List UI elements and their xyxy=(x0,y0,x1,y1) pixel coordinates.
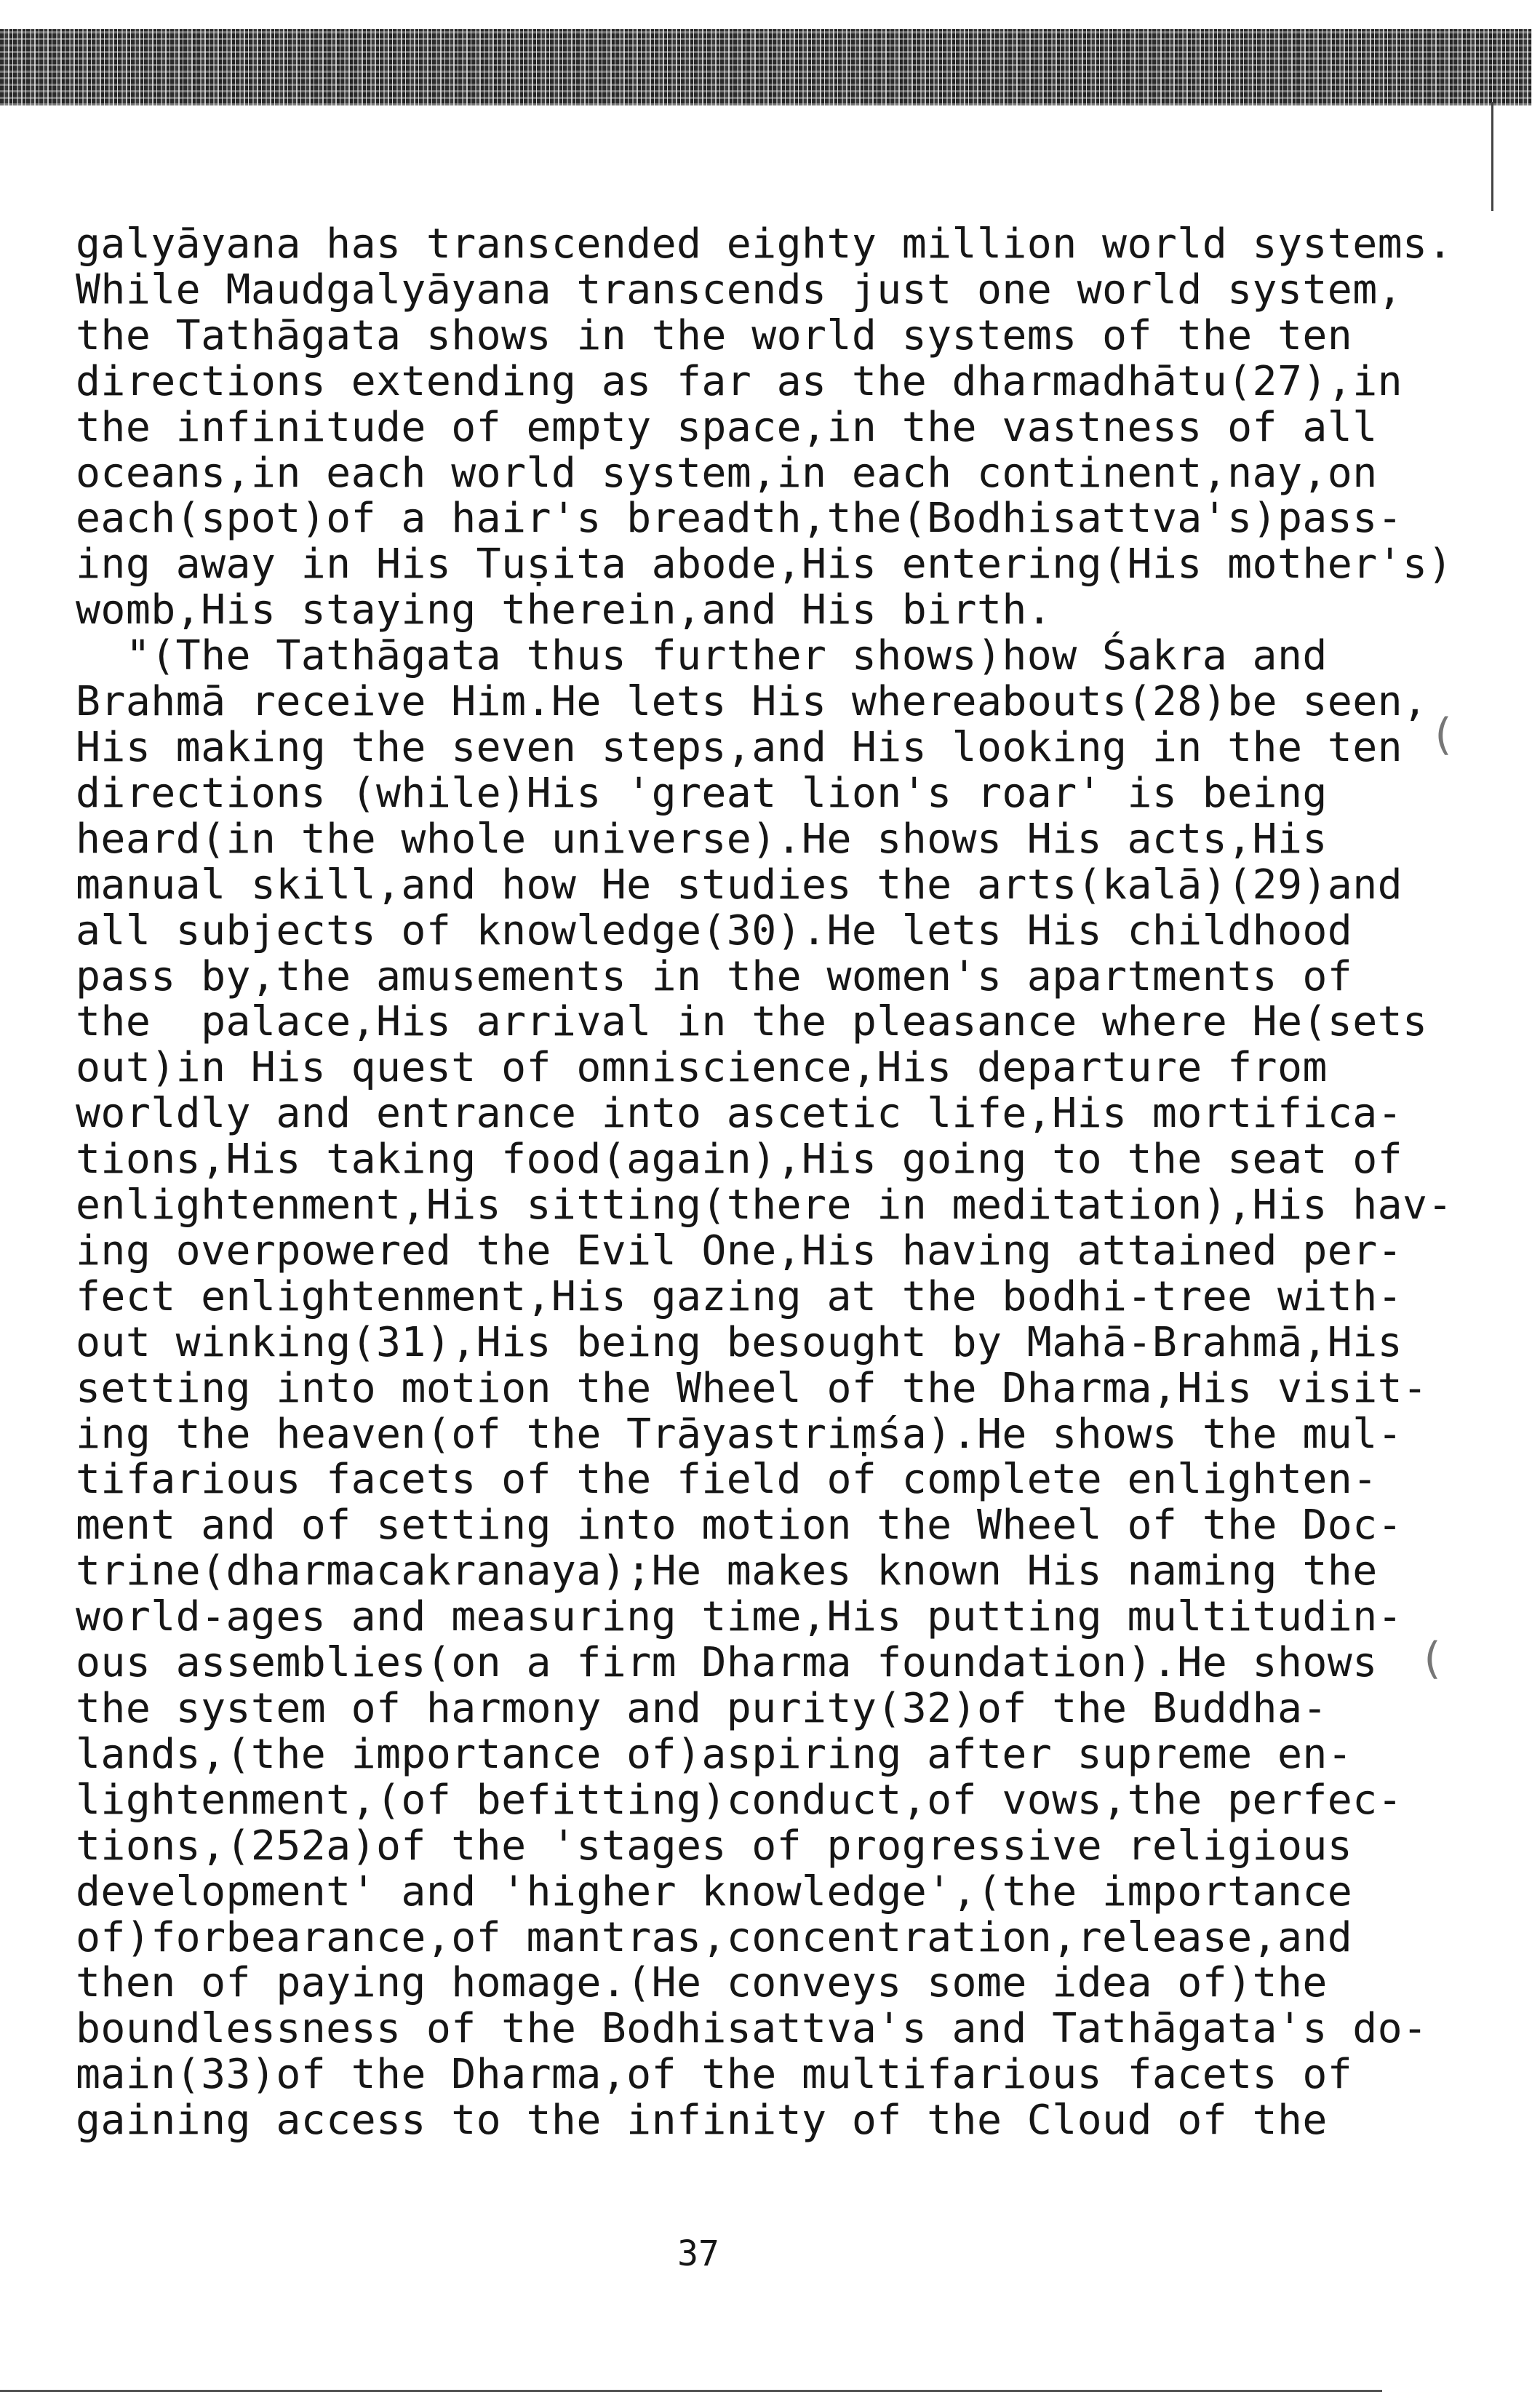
page-number: 37 xyxy=(677,2233,719,2274)
margin-smudge: ( xyxy=(1429,709,1456,760)
bottom-rule xyxy=(0,2390,1382,2392)
page-body-text: galyāyana has transcended eighty million world systems. While Maudgalyāyana transcends just one world system, the Tathāgata shows in the world systems of the ten directions extending as far as the dharmadhātu(27),in the infinitude of empty space,in the vastness of all oceans,in each world system,in each continent,nay,on each(spot)of a hair's breadth,the(Bodhisattva's)pass- ing away in His Tuṣita abode,His entering(His mother's) womb,His staying therein,and His birth. "(The Tathāgata thus further shows)how Śakra and Brahmā receive Him.He lets His whereabouts(28)be seen, His making the seven steps,and His looking in the ten directions (while)His 'great lion's roar' is being heard(in the whole universe).He shows His acts,His manual skill,and how He studies the arts(kalā)(29)and all subjects of knowledge(30).He lets His childhood pass by,the amusements in the women's apartments of the palace,His arrival in the pleasance where He(sets out)in His quest of omniscience,His departure from worldly and entrance into ascetic life,His mortifica- tions,His taking food(again),His going to the seat of enlightenment,His sitting(there in meditation),His hav- ing overpowered the Evil One,His having attained per- fect enlightenment,His gazing at the bodhi-tree with- out winking(31),His being besought by Mahā-Brahmā,His setting into motion the Wheel of the Dharma,His visit- ing the heaven(of the Trāyastriṃśa).He shows the mul- tifarious facets of the field of complete enlighten- ment and of setting into motion the Wheel of the Doc- trine(dharmacakranaya);He makes known His naming the world-ages and measuring time,His putting multitudin- ous assemblies(on a firm Dharma foundation).He shows the system of harmony and purity(32)of the Buddha- lands,(the importance of)aspiring after supreme en- lightenment,(of befitting)conduct,of vows,the perfec- tions,(252a)of the 'stages of progressive religious development' and 'higher knowledge',(the importance of)forbearance,of mantras,concentration,release,and then of paying homage.(He conveys some idea of)the boundlessness of the Bodhisattva's and Tathāgata's do- main(33)of the Dharma,of the multifarious facets of gaining access to the infinity of the Cloud of the xyxy=(76,220,1453,2145)
scan-edge-line xyxy=(1491,102,1493,211)
scan-noise-band xyxy=(0,29,1532,105)
margin-smudge: ( xyxy=(1419,1633,1445,1684)
